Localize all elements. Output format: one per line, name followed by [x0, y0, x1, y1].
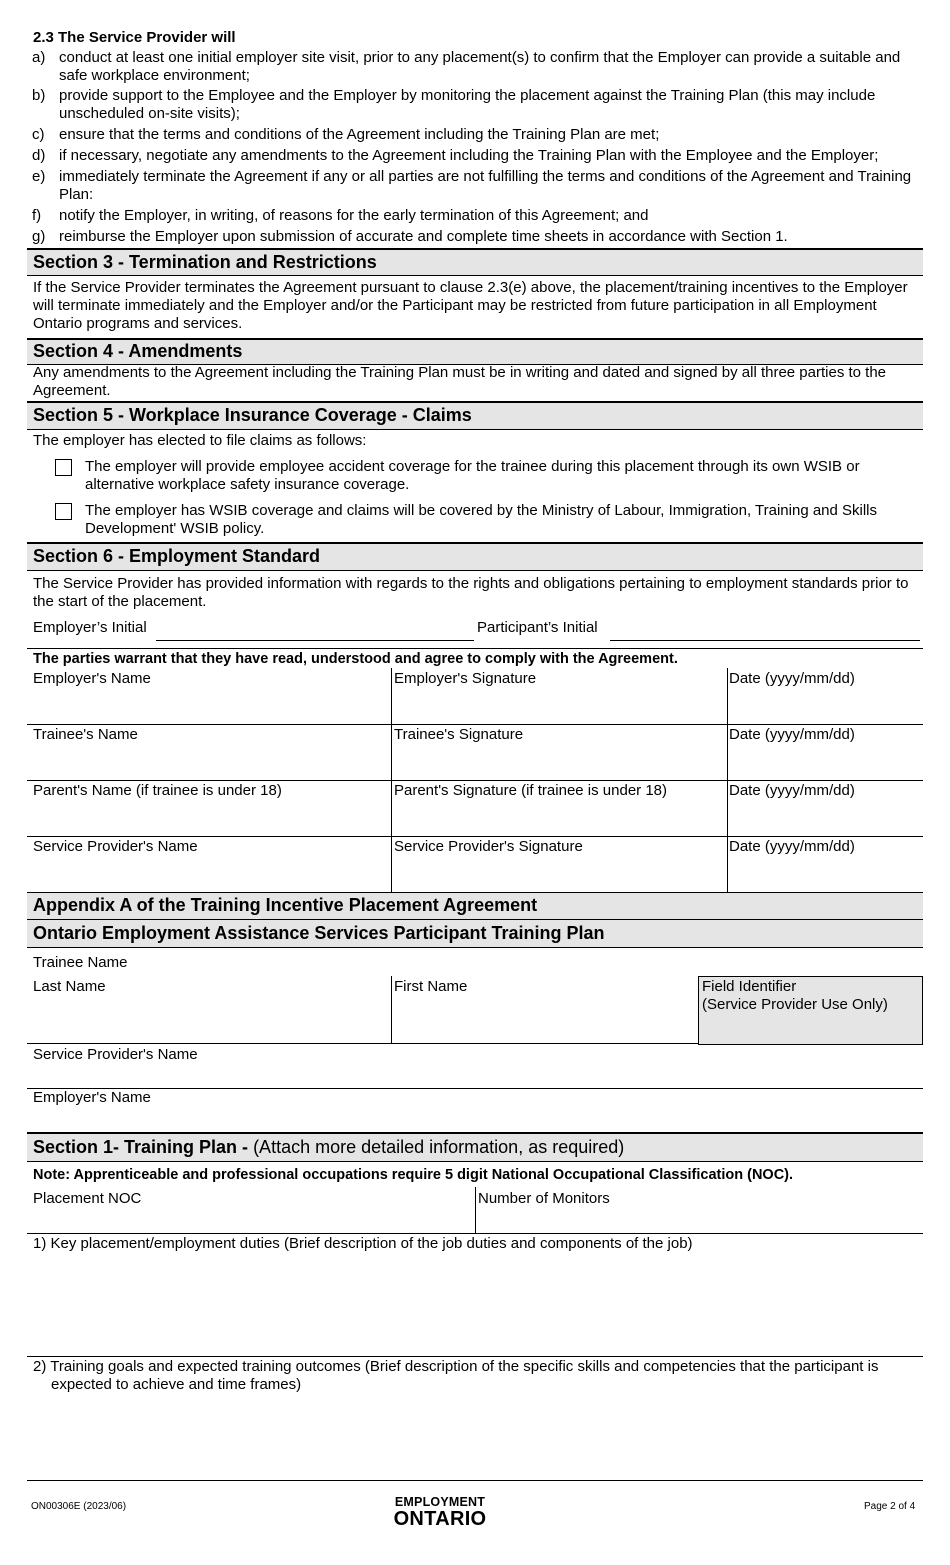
- list-item-text: immediately terminate the Agreement if any or all parties are not fulfilling the terms and conditions of the Agreement and Training Plan:: [59, 168, 912, 203]
- section-2-3-item: [32, 87, 912, 123]
- divider: [475, 1187, 476, 1234]
- list-item-text: if necessary, negotiate any amendments to the Agreement including the Training Plan with the Employee and the Employer;: [59, 147, 879, 164]
- section-4-title: Section 4 - Amendments: [27, 338, 923, 365]
- signature-row-name-label: Service Provider's Name: [33, 838, 198, 855]
- section-3-text: If the Service Provider terminates the Agreement pursuant to clause 2.3(e) above, the placement/training incentives to the Employer will terminate immediately and the Employer and/or the Participant may be restricted from future participation in all Employment Ontario programs and services.: [33, 279, 908, 332]
- form-id: ON00306E (2023/06): [31, 1501, 127, 1512]
- last-name-label: Last Name: [33, 978, 106, 995]
- employment-ontario-logo: [390, 1496, 490, 1529]
- list-item-letter: d): [32, 147, 46, 164]
- participant-initial-field[interactable]: [610, 640, 920, 641]
- first-name-label: First Name: [394, 978, 468, 995]
- signature-row-name-label: Parent's Name (if trainee is under 18): [33, 782, 282, 799]
- divider: [27, 1088, 923, 1089]
- noc-note: Note: Apprenticeable and professional occupations require 5 digit National Occupational Classification (NOC).: [33, 1167, 794, 1183]
- signature-row-date-label: Date (yyyy/mm/dd): [729, 838, 855, 855]
- employer-initial-label: Employer’s Initial: [33, 619, 147, 636]
- field-identifier-note: (Service Provider Use Only): [702, 996, 888, 1013]
- list-item-text: conduct at least one initial employer site visit, prior to any placement(s) to confirm that the Employer can provide a suitable and safe workplace environment;: [59, 49, 901, 84]
- employer-name-label: Employer's Name: [33, 1089, 151, 1106]
- list-item-text: notify the Employer, in writing, of reasons for the early termination of this Agreement; and: [59, 207, 649, 224]
- page-number: Page 2 of 4: [864, 1501, 916, 1512]
- signature-row-divider: [27, 724, 923, 725]
- section-6-title: Section 6 - Employment Standard: [27, 542, 923, 571]
- section-3-title: Section 3 - Termination and Restrictions: [27, 248, 923, 276]
- signature-row-signature-label: Trainee's Signature: [394, 726, 524, 743]
- signature-row-date-label: Date (yyyy/mm/dd): [729, 782, 855, 799]
- signature-row-signature-label: Parent's Signature (if trainee is under 18): [394, 782, 668, 799]
- field-identifier-box[interactable]: [698, 976, 923, 1045]
- training-plan-heading: [27, 1132, 923, 1162]
- wsib-option-own-coverage: The employer will provide employee accident coverage for the trainee during this placement through its own WSIB or alternative workplace safety insurance coverage.: [85, 458, 860, 493]
- wsib-option-ministry-coverage: The employer has WSIB coverage and claims will be covered by the Ministry of Labour, Immigration, Training and Skills Development' WSIB policy.: [85, 502, 878, 537]
- list-item-letter: a): [32, 49, 46, 66]
- signature-row-divider: [27, 836, 923, 837]
- divider: [27, 1043, 699, 1044]
- section-6-text: The Service Provider has provided information with regards to the rights and obligations pertaining to employment standards prior to the start of the placement.: [33, 575, 909, 610]
- signature-row-name-label: Trainee's Name: [33, 726, 138, 743]
- wsib-own-coverage-checkbox[interactable]: [55, 459, 72, 476]
- warrant-statement: The parties warrant that they have read, understood and agree to comply with the Agreement.: [33, 651, 678, 667]
- trainee-name-label: Trainee Name: [33, 954, 128, 971]
- key-duties-label: 1) Key placement/employment duties (Brief description of the job duties and components of the job): [33, 1235, 693, 1252]
- signature-row-date-label: Date (yyyy/mm/dd): [729, 670, 855, 687]
- logo-line-2: ONTARIO: [393, 1507, 487, 1530]
- list-item-letter: f): [32, 207, 42, 224]
- number-of-monitors-label: Number of Monitors: [478, 1190, 610, 1207]
- service-provider-name-label: Service Provider's Name: [33, 1046, 198, 1063]
- list-item-text: provide support to the Employee and the Employer by monitoring the placement against the Training Plan (this may include unscheduled on-site visits);: [59, 87, 876, 122]
- placement-noc-label: Placement NOC: [33, 1190, 142, 1207]
- divider: [391, 976, 392, 1043]
- wsib-ministry-coverage-checkbox[interactable]: [55, 503, 72, 520]
- training-goals-label-cont: expected to achieve and time frames): [51, 1376, 302, 1393]
- participant-initial-label: Participant’s Initial: [477, 619, 598, 636]
- employer-initial-field[interactable]: [156, 640, 474, 641]
- list-item-letter: e): [32, 168, 46, 185]
- signature-row-divider: [27, 780, 923, 781]
- signature-row-signature-label: Employer's Signature: [394, 670, 537, 687]
- signature-row-signature-label: Service Provider's Signature: [394, 838, 583, 855]
- divider: [27, 1233, 923, 1234]
- section-2-3-item: [32, 228, 912, 246]
- list-item-text: ensure that the terms and conditions of the Agreement including the Training Plan are met;: [59, 126, 660, 143]
- section-2-3-item: [32, 207, 912, 225]
- appendix-subtitle: Ontario Employment Assistance Services Participant Training Plan: [27, 919, 923, 948]
- section-5-intro: The employer has elected to file claims as follows:: [33, 432, 367, 449]
- list-item-letter: c): [32, 126, 45, 143]
- list-item-letter: b): [32, 87, 46, 104]
- training-plan-subtitle: (Attach more detailed information, as required): [253, 1137, 625, 1157]
- divider: [27, 648, 923, 649]
- field-identifier-label: Field Identifier: [702, 978, 797, 995]
- list-item-letter: g): [32, 228, 46, 245]
- signature-row-date-label: Date (yyyy/mm/dd): [729, 726, 855, 743]
- training-goals-label: 2) Training goals and expected training outcomes (Brief description of the specific skills and competencies that the participant is: [33, 1358, 879, 1375]
- divider: [27, 1480, 923, 1481]
- section-2-3-item: [32, 168, 912, 204]
- signature-row-name-label: Employer's Name: [33, 670, 151, 687]
- list-item-text: reimburse the Employer upon submission of accurate and complete time sheets in accordance with Section 1.: [59, 228, 788, 245]
- training-plan-title: Section 1- Training Plan -: [33, 1137, 249, 1157]
- logo-line-1: EMPLOYMENT: [394, 1495, 486, 1509]
- appendix-title: Appendix A of the Training Incentive Placement Agreement: [27, 892, 923, 920]
- section-4-text: Any amendments to the Agreement including the Training Plan must be in writing and dated and signed by all three parties to the Agreement.: [33, 364, 887, 399]
- section-2-3-item: [32, 126, 912, 144]
- section-2-3-heading: 2.3 The Service Provider will: [33, 29, 236, 46]
- section-2-3-item: [32, 49, 912, 85]
- section-2-3-item: [32, 147, 912, 165]
- section-5-title: Section 5 - Workplace Insurance Coverage - Claims: [27, 401, 923, 430]
- divider: [27, 1356, 923, 1357]
